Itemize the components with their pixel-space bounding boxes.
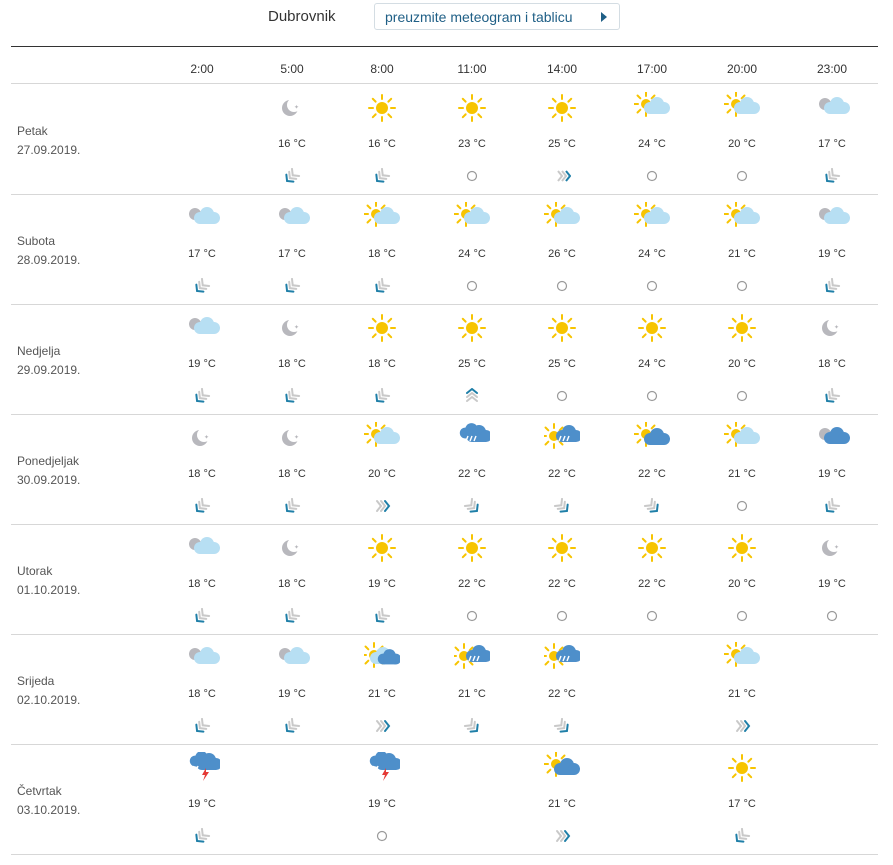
forecast-cell	[802, 414, 862, 524]
partly-cloudy-day-icon	[724, 642, 760, 674]
forecast-cell	[712, 304, 772, 414]
forecast-cell	[532, 634, 592, 744]
forecast-cell	[172, 634, 232, 744]
wind-sw-icon	[373, 278, 391, 294]
moon-icon	[274, 532, 310, 564]
forecast-cell	[352, 194, 412, 304]
partly-cloudy-night-icon	[814, 202, 850, 234]
moon-icon	[814, 312, 850, 344]
thunderstorm-icon	[364, 752, 400, 784]
day-row	[0, 634, 893, 744]
forecast-cell	[172, 414, 232, 524]
forecast-cell	[532, 194, 592, 304]
hour-label: 2:00	[190, 62, 214, 76]
sun-icon	[724, 752, 760, 784]
temperature: 22 °C	[638, 578, 666, 590]
temperature: 22 °C	[458, 578, 486, 590]
svg-text:✦: ✦	[294, 544, 300, 551]
temperature: 16 °C	[368, 138, 396, 150]
partly-cloudy-night-icon	[184, 642, 220, 674]
day-name: Subota	[17, 234, 56, 248]
temperature: 24 °C	[638, 248, 666, 260]
partly-cloudy-day-icon	[364, 202, 400, 234]
hour-label: 11:00	[457, 62, 487, 76]
temperature: 19 °C	[188, 358, 216, 370]
forecast-cell	[532, 744, 592, 854]
sun-icon	[454, 532, 490, 564]
temperature: 18 °C	[818, 358, 846, 370]
forecast-cell	[712, 194, 772, 304]
wind-n-icon	[463, 388, 481, 404]
forecast-cell	[262, 84, 322, 194]
forecast-cell	[622, 524, 682, 634]
temperature: 16 °C	[278, 138, 306, 150]
wind-calm-icon	[553, 388, 571, 404]
forecast-cell	[802, 304, 862, 414]
wind-sw-icon	[373, 608, 391, 624]
temperature: 19 °C	[188, 798, 216, 810]
partly-cloudy-day-icon	[724, 422, 760, 454]
day-row	[0, 744, 893, 854]
wind-sw-icon	[283, 718, 301, 734]
forecast-cell	[442, 414, 502, 524]
svg-text:✦: ✦	[834, 544, 840, 551]
forecast-cell	[262, 524, 322, 634]
forecast-cell	[802, 524, 862, 634]
sun-icon	[724, 312, 760, 344]
header	[0, 0, 893, 46]
day-row	[0, 414, 893, 524]
temperature: 24 °C	[638, 138, 666, 150]
day-row	[0, 524, 893, 634]
temperature: 25 °C	[548, 358, 576, 370]
partly-cloudy-night-icon	[184, 532, 220, 564]
forecast-cell	[532, 414, 592, 524]
wind-sw-icon	[823, 498, 841, 514]
forecast-cell	[352, 304, 412, 414]
hour-label: 20:00	[726, 62, 758, 76]
temperature: 20 °C	[368, 468, 396, 480]
forecast-cell	[352, 84, 412, 194]
wind-sw-icon	[193, 718, 211, 734]
svg-text:✦: ✦	[834, 324, 840, 331]
day-name: Ponedjeljak	[17, 454, 80, 468]
showers-icon	[454, 422, 490, 454]
forecast-cell	[712, 524, 772, 634]
day-date: 03.10.2019.	[17, 803, 81, 817]
wind-e-icon	[553, 828, 571, 844]
wind-calm-icon	[733, 168, 751, 184]
wind-sw-icon	[193, 388, 211, 404]
hour-label: 17:00	[636, 62, 668, 76]
temperature: 26 °C	[548, 248, 576, 260]
row-divider	[11, 854, 878, 855]
forecast-cell	[172, 194, 232, 304]
wind-sw-icon	[193, 498, 211, 514]
wind-sw-icon	[283, 498, 301, 514]
moon-icon	[184, 422, 220, 454]
day-label	[17, 782, 80, 820]
sun-icon	[364, 532, 400, 564]
sun-icon	[724, 532, 760, 564]
day-row	[0, 84, 893, 194]
forecast-cell	[172, 304, 232, 414]
sun-icon	[364, 92, 400, 124]
temperature: 17 °C	[188, 248, 216, 260]
forecast-cell	[352, 524, 412, 634]
forecast-cell	[352, 634, 412, 744]
forecast-cell	[532, 84, 592, 194]
forecast-cell	[442, 524, 502, 634]
partly-cloudy-night-icon	[274, 202, 310, 234]
wind-e-icon	[373, 498, 391, 514]
day-date: 01.10.2019.	[17, 583, 81, 597]
wind-calm-icon	[733, 278, 751, 294]
day-label	[17, 672, 80, 710]
moon-icon	[814, 532, 850, 564]
partly-cloudy-night-icon	[184, 312, 220, 344]
wind-sw-icon	[193, 278, 211, 294]
wind-sw-icon	[733, 828, 751, 844]
partly-cloudy-night-icon	[184, 202, 220, 234]
temperature: 24 °C	[638, 358, 666, 370]
temperature: 22 °C	[548, 578, 576, 590]
moon-icon	[274, 92, 310, 124]
temperature: 19 °C	[278, 688, 306, 700]
wind-calm-icon	[463, 278, 481, 294]
forecast-cell	[712, 84, 772, 194]
wind-calm-icon	[553, 278, 571, 294]
temperature: 17 °C	[728, 798, 756, 810]
temperature: 21 °C	[728, 468, 756, 480]
temperature: 20 °C	[728, 138, 756, 150]
wind-sw-icon	[373, 168, 391, 184]
temperature: 22 °C	[548, 688, 576, 700]
forecast-cell	[532, 524, 592, 634]
row-divider	[11, 83, 878, 84]
forecast-cell	[532, 304, 592, 414]
download-meteogram-button[interactable]	[374, 3, 620, 30]
partly-cloudy-day-icon	[724, 92, 760, 124]
day-label	[17, 562, 80, 600]
forecast-cell	[442, 634, 502, 744]
hour-label: 23:00	[816, 62, 848, 76]
forecast-cell	[442, 304, 502, 414]
forecast-cell	[622, 304, 682, 414]
wind-calm-icon	[643, 388, 661, 404]
sun-showers-icon	[544, 642, 580, 674]
temperature: 18 °C	[188, 468, 216, 480]
forecast-cell	[622, 414, 682, 524]
sun-cloud-dark-icon	[634, 422, 670, 454]
temperature: 22 °C	[458, 468, 486, 480]
hour-label: 8:00	[370, 62, 394, 76]
temperature: 19 °C	[818, 468, 846, 480]
temperature: 23 °C	[458, 138, 486, 150]
wind-calm-icon	[733, 498, 751, 514]
thunderstorm-icon	[184, 752, 220, 784]
wind-e-icon	[733, 718, 751, 734]
wind-w-icon	[553, 168, 571, 184]
wind-sw-icon	[373, 388, 391, 404]
sun-cloud-dark-icon	[544, 752, 580, 784]
wind-calm-icon	[733, 608, 751, 624]
sun-icon	[544, 312, 580, 344]
moon-icon	[274, 312, 310, 344]
caret-right-icon	[601, 12, 607, 22]
forecast-cell	[262, 414, 322, 524]
day-date: 30.09.2019.	[17, 473, 81, 487]
temperature: 25 °C	[458, 358, 486, 370]
day-row	[0, 304, 893, 414]
day-name: Nedjelja	[17, 344, 61, 358]
wind-calm-icon	[463, 168, 481, 184]
forecast-cell	[442, 194, 502, 304]
wind-se-icon	[643, 498, 661, 514]
partly-cloudy-day-icon	[724, 202, 760, 234]
svg-text:✦: ✦	[204, 434, 210, 441]
wind-se-icon	[463, 498, 481, 514]
temperature: 18 °C	[278, 358, 306, 370]
header-divider	[11, 46, 878, 47]
wind-sw-icon	[283, 278, 301, 294]
forecast-cell	[712, 414, 772, 524]
forecast-cell	[622, 194, 682, 304]
temperature: 18 °C	[278, 578, 306, 590]
forecast-cell	[262, 634, 322, 744]
hour-label: 5:00	[280, 62, 304, 76]
temperature: 19 °C	[368, 578, 396, 590]
sun-cloud-mixed-icon	[364, 642, 400, 674]
temperature: 21 °C	[548, 798, 576, 810]
wind-calm-icon	[733, 388, 751, 404]
temperature: 19 °C	[818, 578, 846, 590]
temperature: 25 °C	[548, 138, 576, 150]
cloud-night-dark-icon	[814, 422, 850, 454]
partly-cloudy-day-icon	[634, 202, 670, 234]
partly-cloudy-day-icon	[454, 202, 490, 234]
sun-showers-icon	[544, 422, 580, 454]
day-date: 28.09.2019.	[17, 253, 81, 267]
day-date: 02.10.2019.	[17, 693, 81, 707]
temperature: 20 °C	[728, 358, 756, 370]
temperature: 17 °C	[818, 138, 846, 150]
temperature: 21 °C	[458, 688, 486, 700]
temperature: 18 °C	[278, 468, 306, 480]
sun-showers-icon	[454, 642, 490, 674]
wind-calm-icon	[643, 168, 661, 184]
forecast-cell	[352, 744, 412, 854]
forecast-cell	[802, 194, 862, 304]
day-name: Srijeda	[17, 674, 55, 688]
temperature: 22 °C	[548, 468, 576, 480]
forecast-cell	[802, 84, 862, 194]
wind-sw-icon	[823, 388, 841, 404]
temperature: 21 °C	[728, 248, 756, 260]
sun-icon	[634, 532, 670, 564]
temperature: 18 °C	[188, 688, 216, 700]
svg-text:✦: ✦	[294, 324, 300, 331]
day-label	[17, 342, 80, 380]
forecast-cell	[712, 634, 772, 744]
wind-sw-icon	[283, 168, 301, 184]
forecast-cell	[622, 84, 682, 194]
sun-icon	[544, 92, 580, 124]
wind-calm-icon	[643, 278, 661, 294]
day-name: Četvrtak	[17, 784, 62, 798]
wind-calm-icon	[373, 828, 391, 844]
sun-icon	[364, 312, 400, 344]
city-name: Dubrovnik	[268, 8, 336, 25]
forecast-cell	[172, 744, 232, 854]
forecast-cell	[172, 524, 232, 634]
wind-calm-icon	[553, 608, 571, 624]
hours-header-row	[0, 62, 893, 84]
sun-icon	[634, 312, 670, 344]
wind-sw-icon	[823, 278, 841, 294]
temperature: 19 °C	[818, 248, 846, 260]
forecast-cell	[262, 194, 322, 304]
wind-se-icon	[463, 718, 481, 734]
day-date: 29.09.2019.	[17, 363, 81, 377]
moon-icon	[274, 422, 310, 454]
temperature: 19 °C	[368, 798, 396, 810]
sun-icon	[544, 532, 580, 564]
temperature: 20 °C	[728, 578, 756, 590]
wind-e-icon	[373, 718, 391, 734]
wind-sw-icon	[193, 828, 211, 844]
day-name: Petak	[17, 124, 48, 138]
day-label	[17, 452, 80, 490]
day-date: 27.09.2019.	[17, 143, 81, 157]
wind-sw-icon	[193, 608, 211, 624]
partly-cloudy-night-icon	[274, 642, 310, 674]
wind-calm-icon	[463, 608, 481, 624]
svg-text:✦: ✦	[294, 434, 300, 441]
day-label	[17, 122, 80, 160]
forecast-cell	[442, 84, 502, 194]
wind-calm-icon	[643, 608, 661, 624]
partly-cloudy-night-icon	[814, 92, 850, 124]
wind-sw-icon	[283, 608, 301, 624]
day-name: Utorak	[17, 564, 53, 578]
temperature: 22 °C	[638, 468, 666, 480]
download-meteogram-label: preuzmite meteogram i tablicu	[385, 9, 573, 25]
temperature: 17 °C	[278, 248, 306, 260]
forecast-cell	[262, 304, 322, 414]
day-row	[0, 194, 893, 304]
wind-calm-icon	[823, 608, 841, 624]
wind-se-icon	[553, 718, 571, 734]
temperature: 21 °C	[728, 688, 756, 700]
sun-icon	[454, 312, 490, 344]
partly-cloudy-day-icon	[544, 202, 580, 234]
wind-sw-icon	[823, 168, 841, 184]
temperature: 18 °C	[368, 358, 396, 370]
temperature: 21 °C	[368, 688, 396, 700]
day-label	[17, 232, 80, 270]
sun-icon	[454, 92, 490, 124]
temperature: 18 °C	[188, 578, 216, 590]
wind-se-icon	[553, 498, 571, 514]
temperature: 24 °C	[458, 248, 486, 260]
svg-text:✦: ✦	[294, 104, 300, 111]
temperature: 18 °C	[368, 248, 396, 260]
partly-cloudy-day-icon	[364, 422, 400, 454]
forecast-cell	[352, 414, 412, 524]
hour-label: 14:00	[546, 62, 578, 76]
wind-sw-icon	[283, 388, 301, 404]
forecast-cell	[712, 744, 772, 854]
partly-cloudy-day-icon	[634, 92, 670, 124]
